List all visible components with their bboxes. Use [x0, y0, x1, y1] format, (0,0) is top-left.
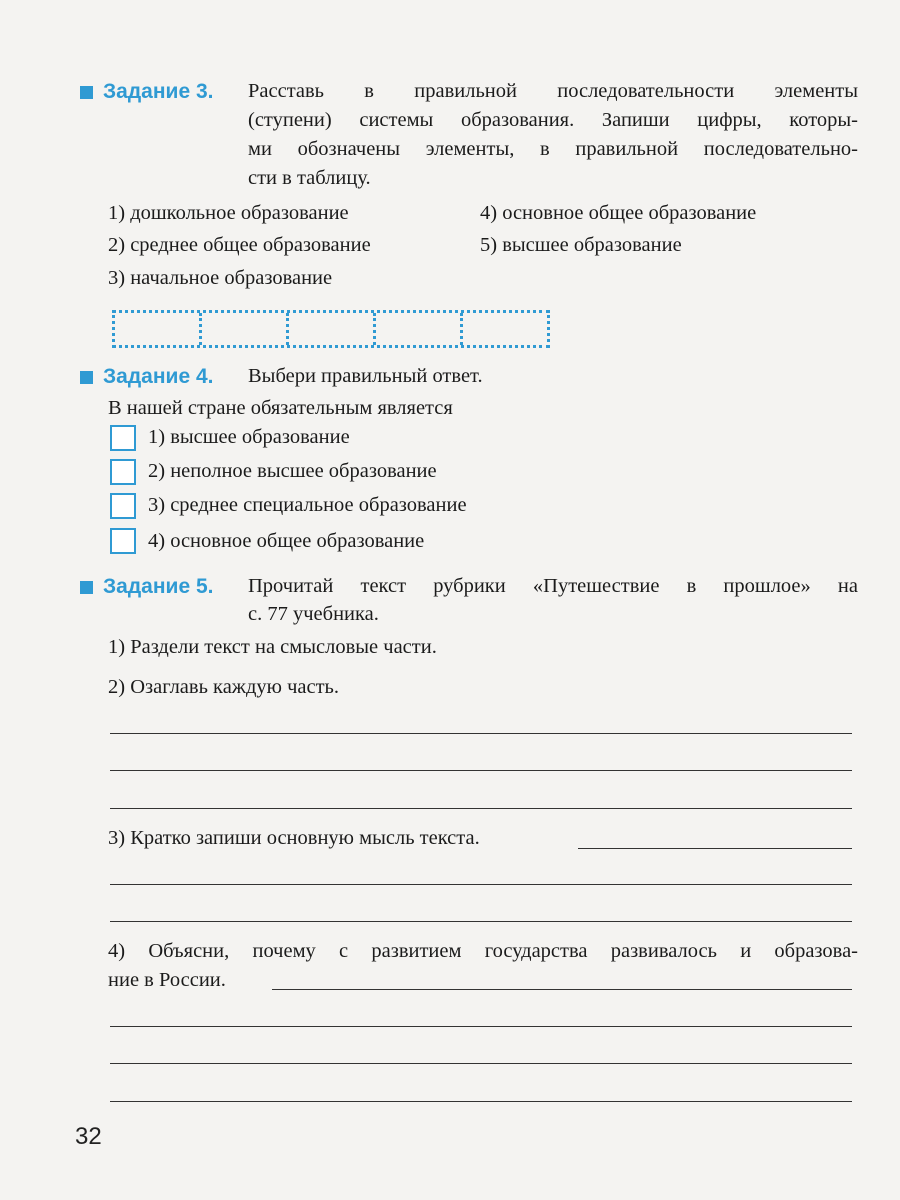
answer-cell[interactable] — [289, 313, 376, 345]
answer-line[interactable] — [110, 921, 852, 922]
square-bullet-icon — [80, 86, 93, 99]
answer-line[interactable] — [110, 1026, 852, 1027]
task3-option: 4) основное общее образование — [480, 202, 757, 224]
task3-text-line: (ступени) системы образования. Запиши цифры, которы- — [248, 109, 858, 131]
page-number: 32 — [75, 1123, 102, 1150]
task5-question-1: 1) Раздели текст на смысловые части. — [108, 636, 437, 658]
task5-question-3: 3) Кратко запиши основную мысль текста. — [108, 827, 480, 849]
task3-label: Задание 3. — [103, 80, 214, 103]
task3-text-line: ми обозначены элементы, в правильной последовательно- — [248, 138, 858, 160]
task4-heading — [80, 365, 213, 389]
answer-line[interactable] — [110, 733, 852, 734]
answer-checkbox[interactable] — [110, 528, 136, 554]
answer-checkbox[interactable] — [110, 425, 136, 451]
task5-question-4: 4) Объясни, почему с развитием государства развивалось и образова- — [108, 940, 858, 962]
task5-question-4-continued: ние в России. — [108, 969, 226, 991]
answer-line[interactable] — [110, 1101, 852, 1102]
task3-text-line: Расставь в правильной последовательности элементы — [248, 80, 858, 102]
answer-cell[interactable] — [463, 313, 547, 345]
task5-question-2: 2) Озаглавь каждую часть. — [108, 676, 340, 698]
task5-text-line: Прочитай текст рубрики «Путешествие в прошлое» на — [248, 575, 858, 597]
task4-instruction: Выбери правильный ответ. — [248, 365, 483, 387]
task3-text-line: сти в таблицу. — [248, 167, 371, 189]
task3-option: 1) дошкольное образование — [108, 202, 349, 224]
answer-cell[interactable] — [202, 313, 289, 345]
task3-option: 3) начальное образование — [108, 267, 333, 289]
answer-cell[interactable] — [115, 313, 202, 345]
answer-checkbox[interactable] — [110, 493, 136, 519]
task3-option: 5) высшее образование — [480, 234, 682, 256]
answer-line[interactable] — [110, 808, 852, 809]
task4-option: 2) неполное высшее образование — [148, 460, 437, 482]
square-bullet-icon — [80, 371, 93, 384]
task3-heading — [80, 80, 213, 104]
answer-line[interactable] — [272, 989, 852, 990]
task4-option: 4) основное общее образование — [148, 530, 425, 552]
task5-heading — [80, 575, 213, 599]
answer-checkbox[interactable] — [110, 459, 136, 485]
task4-label: Задание 4. — [103, 365, 214, 388]
task4-question: В нашей стране обязательным является — [108, 397, 453, 419]
task3-option: 2) среднее общее образование — [108, 234, 371, 256]
square-bullet-icon — [80, 581, 93, 594]
task5-label: Задание 5. — [103, 575, 214, 598]
task4-option: 3) среднее специальное образование — [148, 494, 467, 516]
answer-line[interactable] — [110, 1063, 852, 1064]
answer-line[interactable] — [110, 884, 852, 885]
answer-table — [112, 310, 550, 348]
answer-line[interactable] — [110, 770, 852, 771]
answer-line[interactable] — [578, 848, 852, 849]
task4-option: 1) высшее образование — [148, 426, 350, 448]
task5-text-line: с. 77 учебника. — [248, 603, 379, 625]
answer-cell[interactable] — [376, 313, 463, 345]
